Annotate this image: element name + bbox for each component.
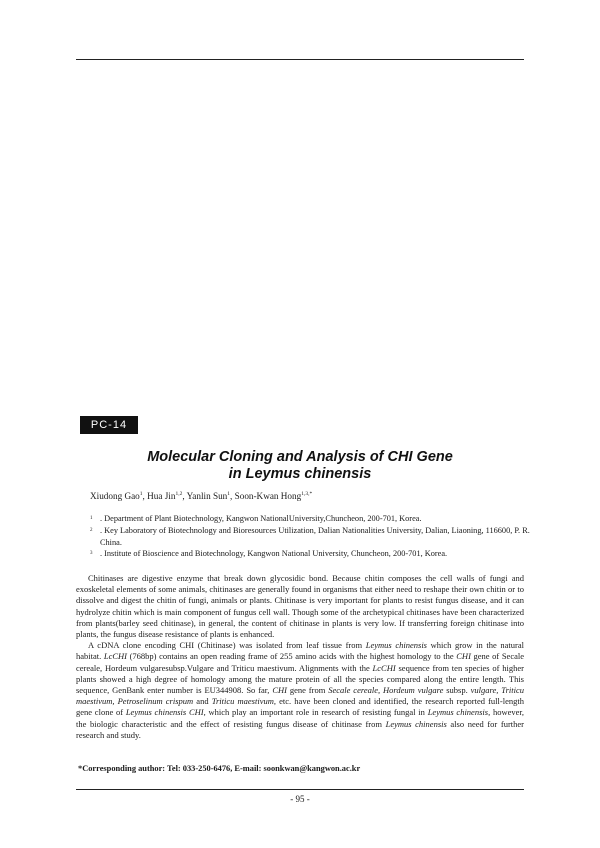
- author-name: Hua Jin: [147, 491, 176, 501]
- affiliation-item: [90, 513, 530, 525]
- paper-title: [76, 449, 524, 483]
- author-affil-mark: 1,2: [175, 491, 183, 497]
- affiliation-number: 1: [90, 516, 93, 521]
- affiliation-text: . Key Laboratory of Biotechnology and Bioresources Utilization, Dalian Nationalities University, Dalian, Liaoning, 116600, P. R. China.: [100, 526, 530, 547]
- corresponding-author-line: *Corresponding author: Tel: 033-250-6476, E-mail: soonkwan@kangwon.ac.kr: [78, 764, 361, 773]
- page-number: - 95 -: [290, 794, 310, 804]
- affiliation-item: [90, 548, 530, 560]
- title-line-1: Molecular Cloning and Analysis of CHI Gene: [147, 449, 453, 465]
- author-name: Yanlin Sun: [186, 491, 228, 501]
- affiliation-list: [90, 513, 530, 561]
- header-rule: [76, 59, 524, 60]
- abstract-paragraph-2: A cDNA clone encoding CHI (Chitinase) was isolated from leaf tissue from Leymus chinensis which grow in the natural habitat. LcCHI (768bp) contains an open reading frame of 255 amino acids with the highest homology to the CHI gene of Secale cereale, Hordeum vulgaresubsp.Vulgare and Triticu maestivum. Alignments with the LcCHI sequence from ten species of higher plants showed a high degree of homology among the mature protein of all the species compared along the entire length. This sequence, GenBank enter number is EU344908. So far, CHI gene from Secale cereale, Hordeum vulgare subsp. vulgare, Triticu maestivum, Petroselinum crispum and Triticu maestivum, etc. have been cloned and identified, the research reported full-length gene clone of Leymus chinensis CHI, which play an important role in research of resisting fungal in Leymus chinensis, however, the biologic characteristic and the effect of resisting fungus disease of chitinase from Leymus chinensis also need for further research and study.: [76, 640, 524, 740]
- author-affil-mark: 1,3,*: [301, 491, 313, 497]
- affiliation-text: . Institute of Bioscience and Biotechnology, Kangwon National University, Chuncheon, 200-701, Korea.: [100, 549, 448, 559]
- abstract-body: [76, 573, 524, 741]
- author-list: Xiudong Gao$^1$, Hua Jin$^{1,2}$, Yanlin Sun$^1$, Soon-Kwan Hong$^{1,3,*}$: [90, 491, 313, 501]
- author-affil-mark: 1: [139, 491, 143, 497]
- footer-rule: [76, 789, 524, 790]
- author-name: Soon-Kwan Hong: [234, 491, 302, 501]
- title-line-2: in Leymus chinensis: [228, 466, 372, 482]
- affiliation-text: . Department of Plant Biotechnology, Kangwon NationalUniversity,Chuncheon, 200-701, Korea.: [100, 514, 422, 523]
- author-name: Xiudong Gao: [90, 491, 140, 501]
- session-code-badge: PC-14: [80, 416, 138, 434]
- affiliation-item: [90, 525, 530, 548]
- affiliation-number: 2: [90, 528, 93, 534]
- affiliation-number: 3: [90, 551, 93, 557]
- author-affil-mark: 1: [227, 491, 231, 497]
- abstract-paragraph-1: Chitinases are digestive enzyme that break down glycosidic bond. Because chitin composes the cell walls of fungi and exoskeletal elements of some animals, chitinases are generally found in organisms that either need to reshape their own chitin or to dissolve and digest the chitin of fungi, animals or plants. Chitinase is very important for plants to resist fungus disease, and it can hydrolyze chitin which is main component of fungus cell wall. Though some of the archetypical chitinases have been characterized from plants(barley seed chitinase), in general, the content of chitinase in plants is very low. If transferring foreign chitinase into plants, the fungus disease resistance of plants is enhanced.: [76, 573, 524, 640]
